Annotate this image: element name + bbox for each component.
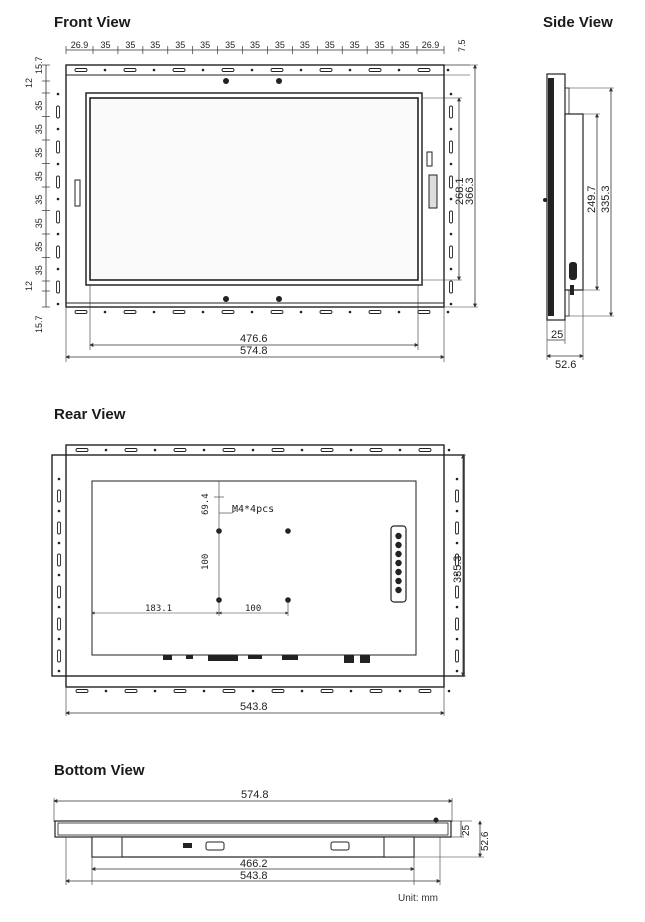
bottom-depth-a-dim: 25 <box>461 824 472 836</box>
front-mount-slots-left <box>57 93 60 306</box>
front-top-segment-dim: 35 <box>399 40 410 50</box>
front-left-segment-dim: 35 <box>34 218 44 229</box>
front-left-segment-dim: 35 <box>34 147 44 158</box>
front-top-segment-dim: 35 <box>249 40 261 50</box>
front-view-title: Front View <box>54 14 131 31</box>
front-left-segment-dim: 35 <box>34 124 44 135</box>
front-top-segment-dim: 35 <box>175 40 186 50</box>
side-depth-a-dim: 25 <box>551 329 564 341</box>
rear-mount-slots-bottom <box>76 690 450 693</box>
front-inner-width-dim: 476.6 <box>240 333 268 345</box>
bottom-view-title: Bottom View <box>54 762 145 779</box>
front-outer-width-dim: 574.8 <box>240 345 268 357</box>
rear-view-title: Rear View <box>54 406 126 423</box>
rear-vesa-note: M4*4pcs <box>232 504 275 515</box>
front-top-segment-dim: 35 <box>349 40 360 50</box>
rear-mount-slots-top <box>76 449 450 452</box>
front-top-segment-dim: 35 <box>274 40 285 50</box>
front-top-segment-dim: 35 <box>150 40 161 50</box>
front-left-12b-dim: 12 <box>24 280 34 291</box>
front-left-12a-dim: 12 <box>24 77 34 88</box>
front-left-segment-dim: 35 <box>34 241 44 252</box>
front-left-segment-dim: 35 <box>34 194 44 205</box>
front-left-bottom-dim: 15.7 <box>34 315 44 333</box>
front-top-segment-dim: 35 <box>225 40 236 50</box>
side-inner-height-dim: 249.7 <box>586 185 598 213</box>
bottom-outer-width-dim: 543.8 <box>240 870 268 882</box>
front-left-top-dim: 15.7 <box>34 56 44 74</box>
front-top-segment-dim: 35 <box>299 40 310 50</box>
front-view-drawing <box>24 39 478 362</box>
rear-height-dim: 335.3 <box>452 555 464 583</box>
bottom-inner-width-dim: 466.2 <box>240 858 268 870</box>
bottom-depth-b-dim: 52.6 <box>480 831 491 851</box>
front-mount-slots-bottom <box>75 311 449 314</box>
front-outer-height-dim: 366.3 <box>464 177 476 205</box>
side-depth-b-dim: 52.6 <box>555 359 577 371</box>
rear-vesa-horizontal-dim: 100 <box>245 604 262 614</box>
front-left-segment-dim: 35 <box>34 100 44 111</box>
front-inner-height-dim: 268.1 <box>454 177 466 205</box>
front-top-segment-dim: 35 <box>200 40 211 50</box>
front-top-segment-dim: 35 <box>324 40 335 50</box>
front-top-segment-dim: 26.9 <box>421 40 440 50</box>
bottom-top-width-dim: 574.8 <box>241 789 269 801</box>
rear-view-drawing <box>52 445 466 716</box>
bottom-view-drawing <box>54 789 491 885</box>
rear-vesa-top-dim: 69.4 <box>201 493 211 515</box>
rear-vesa-left-dim: 183.1 <box>145 604 173 614</box>
side-view-title: Side View <box>543 14 613 31</box>
front-mount-slots-right <box>450 93 453 306</box>
front-left-segment-dim: 35 <box>34 171 44 182</box>
front-top-edge-dim: 7.5 <box>457 39 467 52</box>
side-view-drawing <box>543 74 614 371</box>
front-top-segment-dim: 26.9 <box>70 40 89 50</box>
side-outer-height-dim: 335.3 <box>600 185 612 213</box>
rear-width-dim: 543.8 <box>240 701 268 713</box>
rear-vesa-vertical-dim: 100 <box>201 553 211 570</box>
front-top-segment-dim: 35 <box>125 40 136 50</box>
front-top-segment-dim: 35 <box>374 40 385 50</box>
unit-label: Unit: mm <box>398 893 438 904</box>
front-top-segment-dim: 35 <box>100 40 111 50</box>
front-left-segment-dim: 35 <box>34 265 44 276</box>
